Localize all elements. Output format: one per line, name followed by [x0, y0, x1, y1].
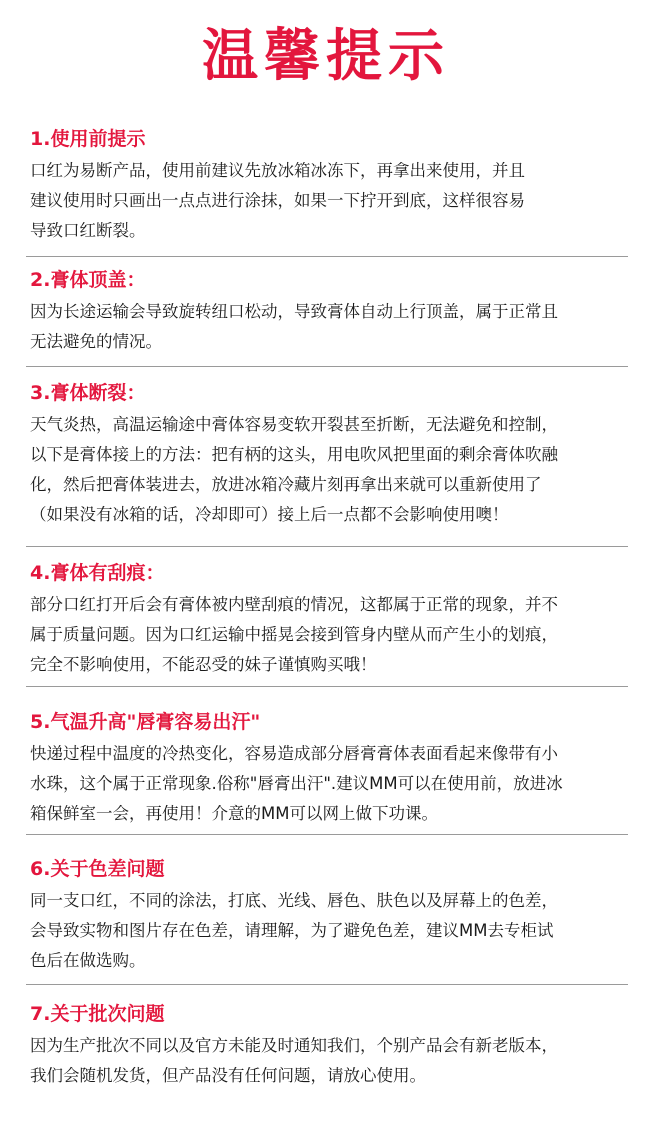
body-line: 无法避免的情况。: [30, 332, 162, 351]
body-line: 箱保鲜室一会，再使用！介意的MM可以网上做下功课。: [30, 804, 438, 823]
body-line: 色后在做选购。: [30, 951, 146, 970]
section-title: 6.关于色差问题: [30, 858, 165, 880]
body-line: （如果没有冰箱的话，冷却即可）接上后一点都不会影响使用噢！: [30, 505, 509, 524]
body-line: 部分口红打开后会有膏体被内壁刮痕的情况，这都属于正常的现象，并不: [30, 595, 558, 614]
body-line: 同一支口红，不同的涂法，打底、光线、唇色、肤色以及屏幕上的色差，: [30, 891, 558, 910]
body-line: 天气炎热，高温运输途中膏体容易变软开裂甚至折断，无法避免和控制，: [30, 415, 558, 434]
page-title: 温馨提示: [202, 24, 450, 89]
section-usage-tips: [30, 126, 630, 246]
body-line: 完全不影响使用，不能忍受的妹子谨慎购买哦！: [30, 655, 377, 674]
body-line: 化，然后把膏体装进去，放进冰箱冷藏片刻再拿出来就可以重新使用了: [30, 475, 542, 494]
body-line: 导致口红断裂。: [30, 221, 146, 240]
section-title: 5.气温升高"唇膏容易出汗": [30, 711, 261, 733]
section-title: 1.使用前提示: [30, 128, 146, 150]
body-line: 建议使用时只画出一点点进行涂抹，如果一下拧开到底，这样很容易: [30, 191, 525, 210]
section-body: [30, 1031, 630, 1091]
section-body: [30, 156, 630, 246]
section-body: [30, 410, 630, 530]
section-body: [30, 886, 630, 976]
body-line: 因为生产批次不同以及官方未能及时通知我们，个别产品会有新老版本，: [30, 1036, 558, 1055]
divider: [26, 984, 628, 985]
section-sweating: [30, 709, 630, 829]
section-title: 4.膏体有刮痕：: [30, 562, 165, 584]
body-line: 口红为易断产品，使用前建议先放冰箱冰冻下，再拿出来使用，并且: [30, 161, 525, 180]
section-breakage: [30, 380, 630, 530]
divider: [26, 366, 628, 367]
section-batch: [30, 1001, 630, 1091]
divider: [26, 546, 628, 547]
body-line: 会导致实物和图片存在色差，请理解，为了避免色差，建议MM去专柜试: [30, 921, 554, 940]
section-title: 3.膏体断裂：: [30, 382, 146, 404]
body-line: 快递过程中温度的冷热变化，容易造成部分唇膏膏体表面看起来像带有小: [30, 744, 558, 763]
section-body: [30, 590, 630, 680]
body-line: 水珠，这个属于正常现象.俗称"唇膏出汗".建议MM可以在使用前，放进冰: [30, 774, 563, 793]
body-line: 因为长途运输会导致旋转纽口松动，导致膏体自动上行顶盖，属于正常且: [30, 302, 558, 321]
body-line: 我们会随机发货，但产品没有任何问题，请放心使用。: [30, 1066, 426, 1085]
section-body: [30, 297, 630, 357]
divider: [26, 256, 628, 257]
section-title: 7.关于批次问题: [30, 1003, 165, 1025]
divider: [26, 686, 628, 687]
body-line: 以下是膏体接上的方法：把有柄的这头，用电吹风把里面的剩余膏体吹融: [30, 445, 558, 464]
body-line: 属于质量问题。因为口红运输中摇晃会接到管身内壁从而产生小的划痕，: [30, 625, 558, 644]
section-title: 2.膏体顶盖：: [30, 269, 146, 291]
section-body: [30, 739, 630, 829]
section-color-difference: [30, 856, 630, 976]
section-cap-push: [30, 267, 630, 357]
divider: [26, 834, 628, 835]
section-scratches: [30, 560, 630, 680]
